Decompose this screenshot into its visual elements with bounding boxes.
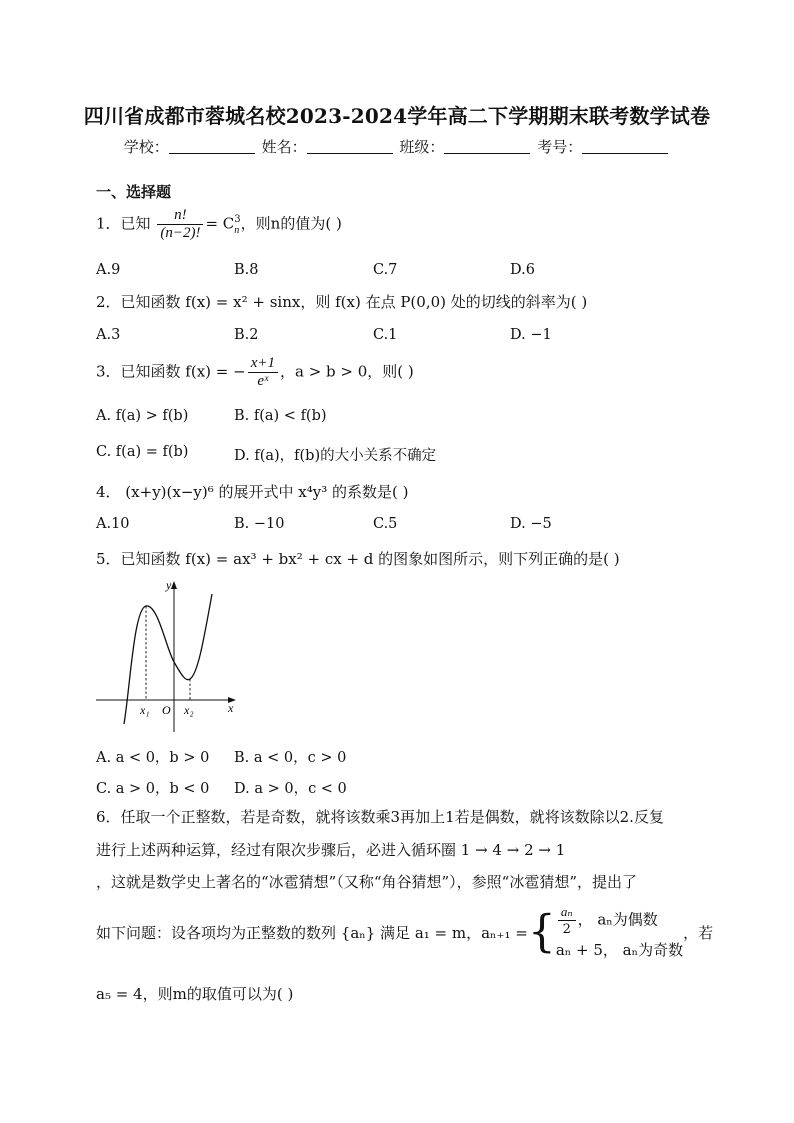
q1-suffix: ，则n的值为( ) [240, 214, 342, 233]
x1-label: x₁ [140, 703, 150, 717]
q1-number: 1． [96, 214, 121, 233]
school-blank[interactable] [169, 139, 255, 154]
info-row [0, 136, 794, 157]
x-axis-label: x [228, 701, 234, 715]
question-5: 5．已知函数 f(x) = ax³ + bx² + cx + d 的图象如图所示，则下列正确的是( ) [96, 550, 620, 568]
q4-option-b[interactable]: B. −10 [234, 516, 285, 532]
q6-case-even-den: 2 [562, 922, 571, 937]
q5-option-a[interactable]: A. a < 0，b > 0 [96, 750, 210, 766]
q3-frac-numerator: x+1 [248, 355, 278, 373]
q1-option-b[interactable]: B.8 [234, 262, 259, 278]
question-6-line-3: ，这就是数学史上著名的“冰雹猜想”（又称“角谷猜想”），参照“冰雹猜想”，提出了 [96, 873, 638, 891]
q6-piecewise-cases [556, 903, 683, 962]
question-6-line-1: 6．任取一个正整数，若是奇数，就将该数乘3再加上1若是偶数，就将该数除以2.反复 [96, 808, 664, 826]
q6-case-even [556, 903, 683, 938]
q1-option-a[interactable]: A.9 [96, 262, 121, 278]
q4-option-d[interactable]: D. −5 [510, 516, 552, 532]
q3-frac-denominator: eˣ [257, 373, 269, 389]
y-axis-label: y [166, 578, 172, 592]
q5-option-c[interactable]: C. a > 0，b < 0 [96, 781, 210, 797]
question-4: 4． (x+y)(x−y)⁶ 的展开式中 x⁴y³ 的系数是( ) [96, 483, 409, 501]
q1-prefix: 已知 [120, 214, 151, 233]
q2-option-b[interactable]: B.2 [234, 327, 259, 343]
school-label: 学校： [123, 138, 169, 156]
q6-case-even-cond: ， aₙ为偶数 [577, 910, 658, 929]
q3-option-c[interactable]: C. f(a) = f(b) [96, 444, 189, 460]
x2-label: x₂ [184, 703, 194, 717]
q2-option-a[interactable]: A.3 [96, 327, 121, 343]
y-axis-arrow-icon [171, 581, 177, 589]
name-label: 姓名： [261, 138, 307, 156]
question-6-line-5: a₅ = 4，则m的取值可以为( ) [96, 985, 294, 1003]
question-3 [96, 355, 414, 390]
q5-option-d[interactable]: D. a > 0，c < 0 [234, 781, 347, 797]
question-6-line-4 [96, 903, 713, 962]
q6-left-brace: { [527, 906, 556, 958]
q1-option-c[interactable]: C.7 [373, 262, 398, 278]
q2-option-d[interactable]: D. −1 [510, 327, 552, 343]
q3-option-d[interactable]: D. f(a)，f(b)的大小关系不确定 [234, 448, 437, 464]
origin-label: O [162, 703, 171, 717]
q6-line4-suffix: ，若 [683, 924, 714, 942]
q6-sequence-definition: 如下问题：设各项均为正整数的数列 {aₙ} 满足 a₁ = m，aₙ₊₁ = [96, 924, 528, 942]
q1-fraction [157, 207, 203, 242]
q6-case-even-num: aₙ [558, 903, 576, 921]
q6-case-odd: aₙ + 5， aₙ为奇数 [555, 941, 684, 959]
q1-frac-denominator: (n−2)! [160, 225, 201, 241]
q5-option-b[interactable]: B. a < 0，c > 0 [234, 750, 347, 766]
q3-fraction [248, 355, 278, 390]
q6-case-even-fraction [558, 903, 576, 938]
q1-frac-numerator: n! [157, 207, 203, 225]
q3-suffix: ，a > b > 0，则( ) [279, 362, 414, 381]
exam-number-label: 考号： [537, 138, 583, 156]
q4-option-c[interactable]: C.5 [373, 516, 398, 532]
q3-option-b[interactable]: B. f(a) < f(b) [234, 408, 327, 424]
q1-sup: 3 [234, 213, 241, 225]
class-blank[interactable] [444, 139, 530, 154]
class-label: 班级： [399, 138, 445, 156]
question-1 [96, 207, 342, 242]
q5-function-graph [94, 578, 244, 738]
q1-option-d[interactable]: D.6 [510, 262, 535, 278]
q1-sub: n [234, 224, 240, 236]
q3-prefix: 3．已知函数 f(x) = − [96, 362, 246, 381]
q4-option-a[interactable]: A.10 [96, 516, 130, 532]
question-2: 2．已知函数 f(x) = x² + sinx，则 f(x) 在点 P(0,0) 处的切线的斜率为( ) [96, 293, 588, 311]
exam-number-blank[interactable] [582, 139, 668, 154]
q3-option-a[interactable]: A. f(a) > f(b) [96, 408, 189, 424]
q2-option-c[interactable]: C.1 [373, 327, 398, 343]
question-6-line-2: 进行上述两种运算，经过有限次步骤后，必进入循环圈 1 → 4 → 2 → 1 [96, 841, 566, 859]
section-heading: 一、选择题 [96, 183, 172, 201]
name-blank[interactable] [307, 139, 393, 154]
page-title: 四川省成都市蓉城名校2023-2024学年高二下学期期末联考数学试卷 [83, 104, 711, 128]
q1-equals-c: = C [205, 214, 235, 233]
